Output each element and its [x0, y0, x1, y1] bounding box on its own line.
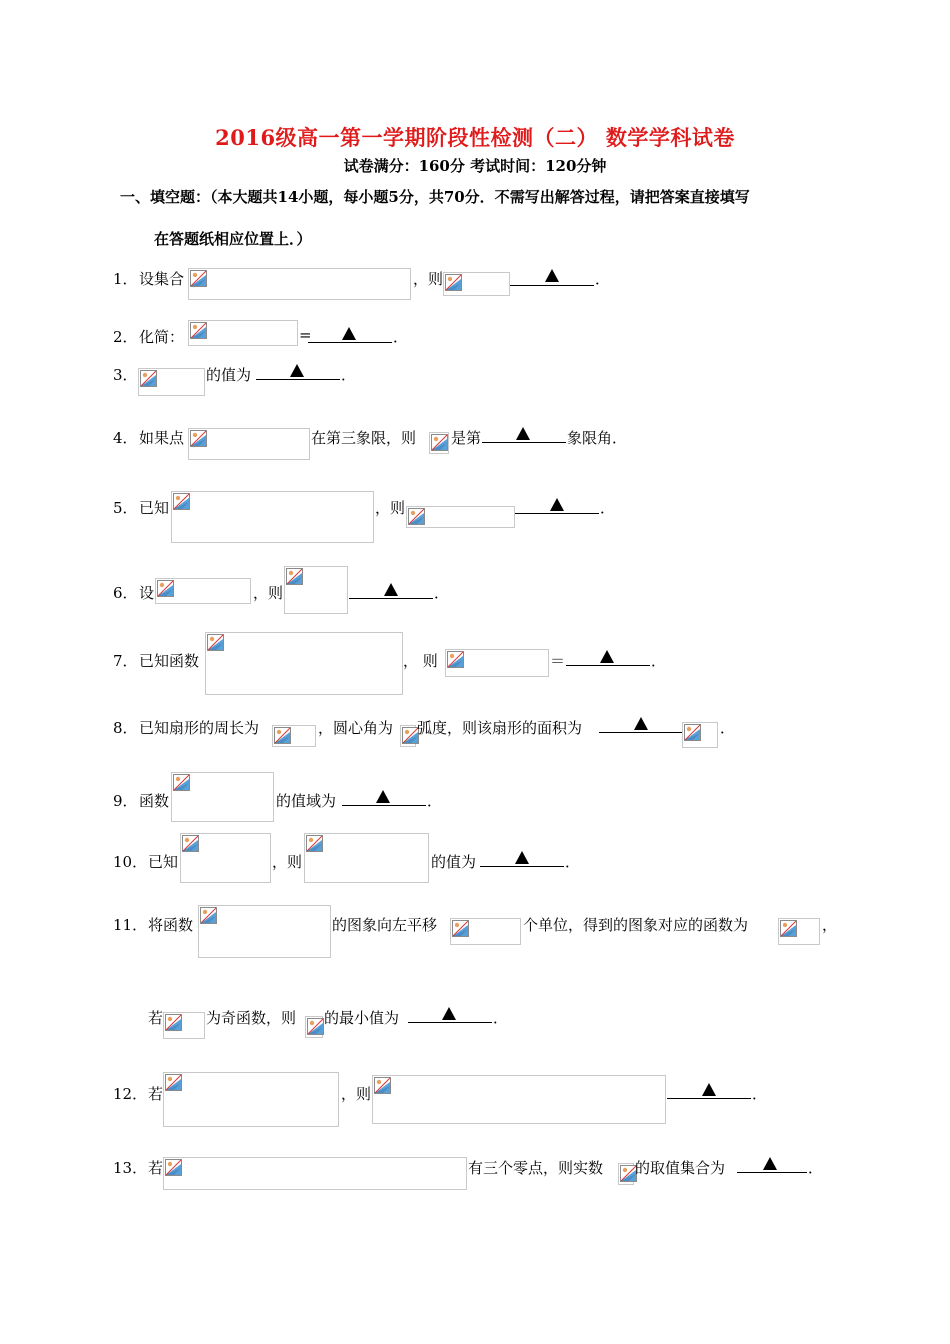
- formula-image: [163, 1072, 339, 1127]
- question-number: 2．: [113, 328, 138, 346]
- question-text: 象限角．: [567, 429, 628, 447]
- broken-image-icon: [408, 508, 425, 525]
- formula-image: [155, 578, 251, 604]
- question-text: ，圆心角为: [318, 719, 394, 737]
- answer-blank: [667, 1098, 751, 1099]
- question-number: 8．: [113, 719, 138, 737]
- question-text: 若: [148, 1009, 164, 1027]
- answer-triangle-icon: [516, 427, 530, 440]
- question-text: 将函数: [148, 916, 194, 934]
- question-text: 如果点: [139, 429, 185, 447]
- question-text: 的最小值为: [324, 1009, 400, 1027]
- question-number: 3．: [113, 366, 138, 384]
- exam-title: 2016级高一第一学期阶段性检测（二） 数学学科试卷: [215, 125, 735, 150]
- question-text: 个单位，得到的图象对应的函数为: [523, 916, 749, 934]
- answer-blank: [482, 442, 566, 443]
- question-text: 的值域为: [276, 792, 337, 810]
- question-text: ．: [393, 328, 409, 346]
- question-text: 在第三象限，则: [311, 429, 417, 447]
- formula-image: [429, 432, 449, 454]
- broken-image-icon: [306, 835, 323, 852]
- broken-image-icon: [190, 430, 207, 447]
- question-text: ．: [600, 499, 616, 517]
- answer-triangle-icon: [515, 851, 529, 864]
- formula-image: [618, 1163, 634, 1185]
- formula-image: [372, 1075, 666, 1124]
- formula-image: [450, 918, 521, 945]
- broken-image-icon: [165, 1014, 182, 1031]
- question-number: 6．: [113, 584, 138, 602]
- broken-image-icon: [447, 651, 464, 668]
- question-text: 已知函数: [139, 652, 200, 670]
- broken-image-icon: [780, 920, 797, 937]
- formula-image: [171, 772, 274, 822]
- question-text: 是第: [451, 429, 482, 447]
- formula-image: [305, 1016, 323, 1038]
- broken-image-icon: [374, 1077, 391, 1094]
- formula-image: [188, 428, 310, 460]
- question-number: 10．: [113, 853, 148, 871]
- question-text: 已知扇形的周长为: [139, 719, 260, 737]
- broken-image-icon: [140, 370, 157, 387]
- question-text: ＝: [550, 652, 566, 670]
- broken-image-icon: [190, 322, 207, 339]
- answer-blank: [510, 285, 594, 286]
- formula-image: [406, 506, 515, 528]
- question-text: 的图象向左平移: [332, 916, 438, 934]
- question-number: 13．: [113, 1159, 148, 1177]
- broken-image-icon: [165, 1159, 182, 1176]
- question-text: ．: [565, 853, 581, 871]
- broken-image-icon: [173, 493, 190, 510]
- answer-triangle-icon: [600, 650, 614, 663]
- broken-image-icon: [445, 274, 462, 291]
- broken-image-icon: [190, 270, 207, 287]
- formula-image: [778, 918, 820, 945]
- answer-triangle-icon: [634, 717, 648, 730]
- answer-triangle-icon: [702, 1083, 716, 1096]
- answer-blank: [480, 866, 564, 867]
- question-text: 化简：: [139, 328, 185, 346]
- broken-image-icon: [274, 727, 291, 744]
- question-text: 已知: [139, 499, 170, 517]
- section-heading-continued: 在答题纸相应位置上．）: [154, 230, 312, 248]
- question-number: 9．: [113, 792, 138, 810]
- broken-image-icon: [452, 920, 469, 937]
- question-text: 设集合: [139, 270, 185, 288]
- answer-blank: [308, 342, 392, 343]
- question-text: ，则: [253, 584, 284, 602]
- answer-triangle-icon: [290, 364, 304, 377]
- formula-image: [272, 725, 316, 747]
- broken-image-icon: [286, 568, 303, 585]
- formula-image: [205, 632, 403, 695]
- formula-image: [400, 725, 416, 747]
- question-text: ， 则: [403, 652, 438, 670]
- question-text: ．: [427, 792, 443, 810]
- broken-image-icon: [165, 1074, 182, 1091]
- question-text: ．: [434, 584, 450, 602]
- question-text: ．: [595, 270, 611, 288]
- formula-image: [304, 833, 429, 883]
- broken-image-icon: [207, 634, 224, 651]
- question-text: ，则: [272, 853, 303, 871]
- broken-image-icon: [431, 434, 448, 451]
- question-text: ．: [493, 1009, 509, 1027]
- formula-image: [284, 566, 348, 614]
- formula-image: [682, 722, 718, 748]
- formula-image: [188, 268, 411, 300]
- question-text: 的值为: [431, 853, 477, 871]
- broken-image-icon: [173, 774, 190, 791]
- question-text: 的取值集合为: [635, 1159, 726, 1177]
- answer-blank: [256, 379, 340, 380]
- broken-image-icon: [307, 1018, 324, 1035]
- question-number: 7．: [113, 652, 138, 670]
- formula-image: [163, 1157, 467, 1190]
- broken-image-icon: [182, 835, 199, 852]
- question-number: 11．: [113, 916, 148, 934]
- exam-subtitle: 试卷满分：160分 考试时间：120分钟: [343, 157, 607, 175]
- broken-image-icon: [200, 907, 217, 924]
- answer-triangle-icon: [376, 790, 390, 803]
- question-text: ．: [752, 1085, 768, 1103]
- broken-image-icon: [157, 580, 174, 597]
- question-text: 若: [148, 1085, 164, 1103]
- section-heading: 一、填空题：（本大题共14小题，每小题5分，共70分．不需写出解答过程，请把答案直接填写: [120, 188, 750, 206]
- formula-image: [445, 649, 549, 677]
- answer-triangle-icon: [763, 1157, 777, 1170]
- formula-image: [188, 320, 298, 346]
- answer-triangle-icon: [545, 269, 559, 282]
- question-text: ，则: [413, 270, 444, 288]
- answer-blank: [408, 1022, 492, 1023]
- question-text: 已知: [148, 853, 179, 871]
- question-text: ．: [720, 719, 736, 737]
- answer-triangle-icon: [384, 583, 398, 596]
- answer-blank: [342, 805, 426, 806]
- answer-triangle-icon: [442, 1007, 456, 1020]
- question-text: 有三个零点，则实数: [468, 1159, 604, 1177]
- answer-blank: [599, 732, 683, 733]
- answer-triangle-icon: [550, 498, 564, 511]
- question-text: 的值为: [206, 366, 252, 384]
- question-text: ，: [822, 916, 838, 934]
- question-text: ，则: [375, 499, 406, 517]
- question-text: ．: [808, 1159, 824, 1177]
- formula-image: [171, 491, 374, 543]
- answer-blank: [566, 665, 650, 666]
- formula-image: [198, 905, 331, 958]
- formula-image: [443, 272, 510, 296]
- question-text: 函数: [139, 792, 170, 810]
- answer-blank: [515, 513, 599, 514]
- question-number: 5．: [113, 499, 138, 517]
- question-text: ．: [651, 652, 667, 670]
- formula-image: [180, 833, 271, 883]
- question-text: =: [299, 326, 312, 344]
- broken-image-icon: [684, 724, 701, 741]
- question-text: 若: [148, 1159, 164, 1177]
- answer-blank: [349, 598, 433, 599]
- question-number: 1．: [113, 270, 138, 288]
- question-text: ．: [341, 366, 357, 384]
- formula-image: [138, 368, 205, 396]
- question-text: ，则: [341, 1085, 372, 1103]
- formula-image: [163, 1012, 205, 1039]
- question-text: 为奇函数，则: [206, 1009, 297, 1027]
- question-text: 弧度，则该扇形的面积为: [417, 719, 583, 737]
- answer-triangle-icon: [342, 327, 356, 340]
- question-number: 4．: [113, 429, 138, 447]
- answer-blank: [737, 1172, 807, 1173]
- question-number: 12．: [113, 1085, 148, 1103]
- question-text: 设: [139, 584, 155, 602]
